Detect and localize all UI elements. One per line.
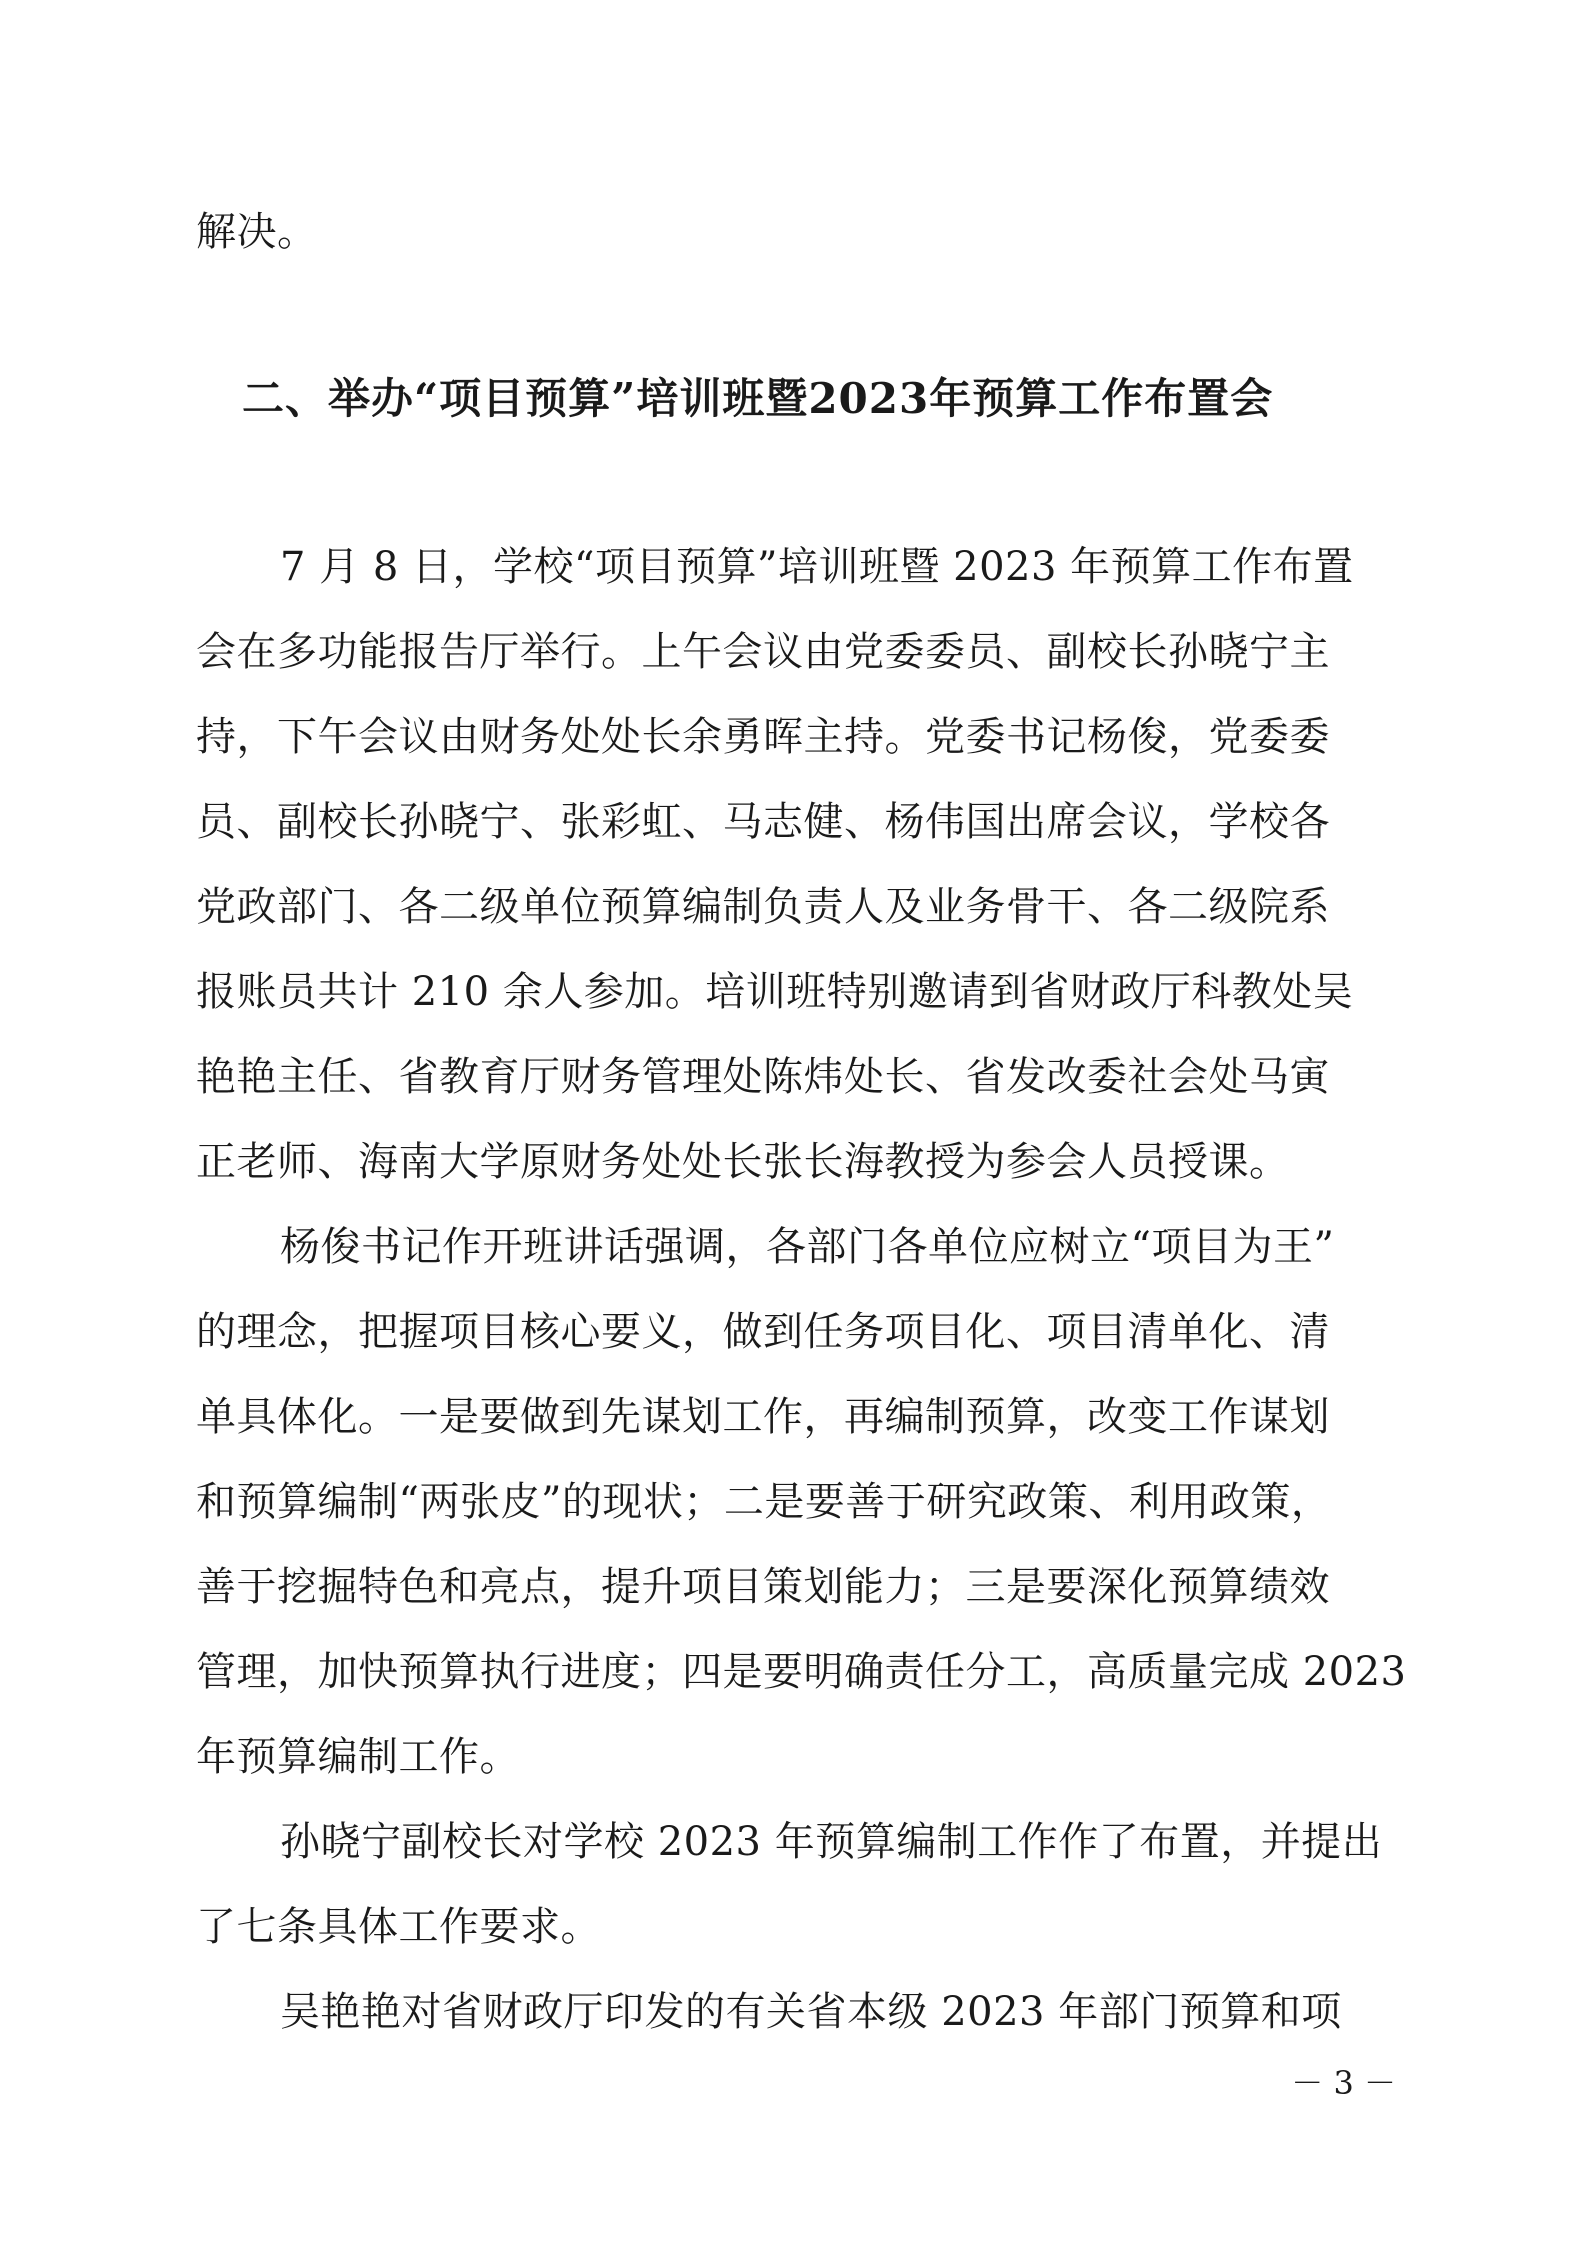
- paragraph-line: 党政部门、各二级单位预算编制负责人及业务骨干、各二级院系: [196, 884, 1330, 930]
- paragraph-line: 正老师、海南大学原财务处处长张长海教授为参会人员授课。: [196, 1139, 1290, 1185]
- paragraph-line: 和预算编制“两张皮”的现状；二是要善于研究政策、利用政策，: [196, 1479, 1332, 1525]
- paragraph-line: 艳艳主任、省教育厅财务管理处陈炜处长、省发改委社会处马寅: [196, 1054, 1330, 1100]
- paragraph-line: 的理念，把握项目核心要义，做到任务项目化、项目清单化、清: [196, 1309, 1330, 1355]
- page-number: － 3 －: [1291, 2064, 1396, 2102]
- paragraph-line: 杨俊书记作开班讲话强调，各部门各单位应树立“项目为王”: [280, 1224, 1335, 1270]
- paragraph-line: 员、副校长孙晓宁、张彩虹、马志健、杨伟国出席会议，学校各: [196, 799, 1330, 845]
- paragraph-line: 会在多功能报告厅举行。上午会议由党委委员、副校长孙晓宁主: [196, 629, 1330, 675]
- paragraph-line: 7 月 8 日，学校“项目预算”培训班暨 2023 年预算工作布置: [280, 544, 1354, 590]
- paragraph-line: 善于挖掘特色和亮点，提升项目策划能力；三是要深化预算绩效: [196, 1564, 1330, 1610]
- paragraph-continuation: 解决。: [196, 209, 318, 255]
- paragraph-line: 了七条具体工作要求。: [196, 1904, 601, 1950]
- paragraph-line: 单具体化。一是要做到先谋划工作，再编制预算，改变工作谋划: [196, 1394, 1330, 1440]
- paragraph-line: 报账员共计 210 余人参加。培训班特别邀请到省财政厅科教处吴: [196, 969, 1354, 1015]
- paragraph-line: 吴艳艳对省财政厅印发的有关省本级 2023 年部门预算和项: [280, 1989, 1342, 2035]
- section-heading: 二、举办“项目预算”培训班暨2023年预算工作布置会: [242, 374, 1274, 423]
- paragraph-line: 孙晓宁副校长对学校 2023 年预算编制工作作了布置，并提出: [280, 1819, 1383, 1865]
- paragraph-line: 年预算编制工作。: [196, 1734, 520, 1780]
- paragraph-line: 管理，加快预算执行进度；四是要明确责任分工，高质量完成 2023: [196, 1649, 1407, 1695]
- paragraph-line: 持，下午会议由财务处处长余勇晖主持。党委书记杨俊，党委委: [196, 714, 1330, 760]
